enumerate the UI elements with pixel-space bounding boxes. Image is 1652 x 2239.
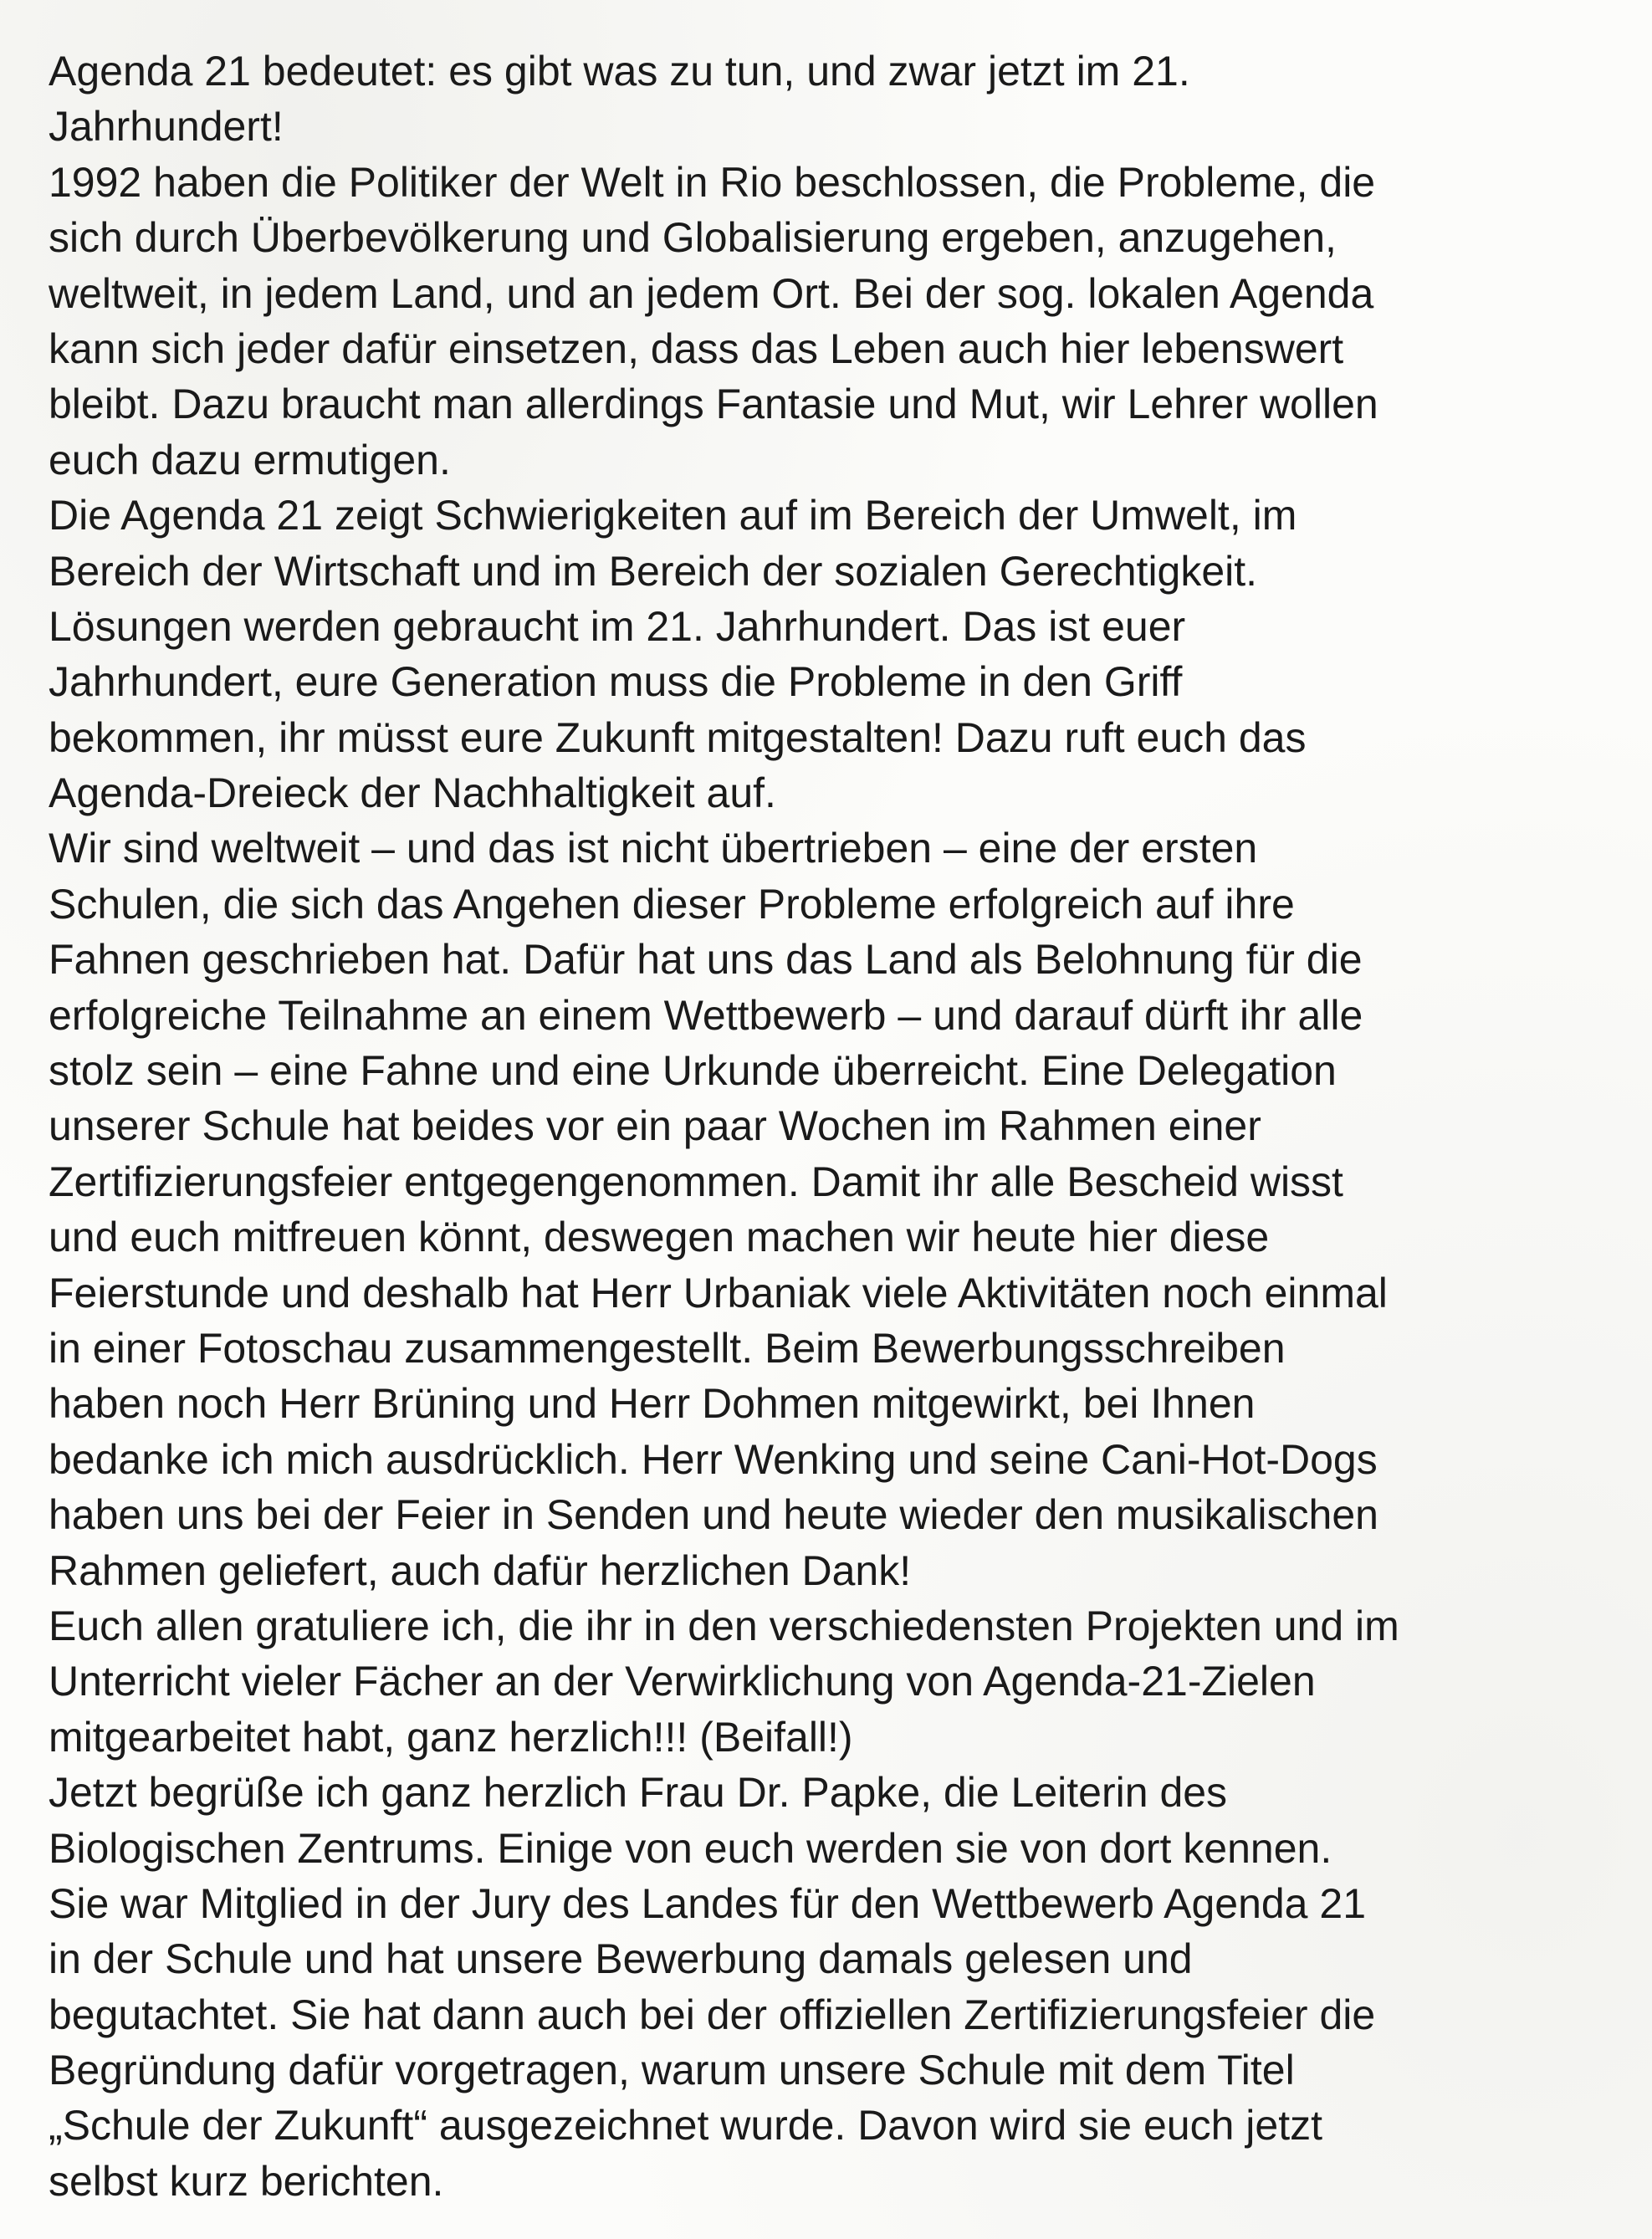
- text-line: Feierstunde und deshalb hat Herr Urbaniak viele Aktivitäten noch einmal: [49, 1269, 1388, 1316]
- text-line: bekommen, ihr müsst eure Zukunft mitgestalten! Dazu ruft euch das: [49, 713, 1307, 761]
- text-line: Unterricht vieler Fächer an der Verwirklichung von Agenda-21-Zielen: [49, 1658, 1316, 1705]
- text-line: kann sich jeder dafür einsetzen, dass das Leben auch hier lebenswert: [49, 325, 1344, 372]
- text-line: Die Agenda 21 zeigt Schwierigkeiten auf im Bereich der Umwelt, im: [49, 492, 1297, 539]
- text-line: Wir sind weltweit – und das ist nicht übertrieben – eine der ersten: [49, 825, 1258, 872]
- text-line: in einer Fotoschau zusammengestellt. Beim Bewerbungsschreiben: [49, 1324, 1286, 1372]
- text-line: Biologischen Zentrums. Einige von euch werden sie von dort kennen.: [49, 1824, 1332, 1872]
- text-line: stolz sein – eine Fahne und eine Urkunde überreicht. Eine Delegation: [49, 1047, 1337, 1095]
- text-line: Schulen, die sich das Angehen dieser Probleme erfolgreich auf ihre: [49, 880, 1295, 928]
- text-line: Lösungen werden gebraucht im 21. Jahrhundert. Das ist euer: [49, 602, 1186, 650]
- text-line: mitgearbeitet habt, ganz herzlich!!! (Beifall!): [49, 1713, 853, 1761]
- text-line: selbst kurz berichten.: [49, 2157, 444, 2205]
- text-line: 1992 haben die Politiker der Welt in Rio beschlossen, die Probleme, die: [49, 158, 1376, 206]
- text-line: Jetzt begrüße ich ganz herzlich Frau Dr. Papke, die Leiterin des: [49, 1769, 1228, 1817]
- text-line: Agenda 21 bedeutet: es gibt was zu tun, und zwar jetzt im 21.: [49, 48, 1190, 95]
- text-line: Zertifizierungsfeier entgegengenommen. Damit ihr alle Bescheid wisst: [49, 1158, 1343, 1205]
- text-line: Euch allen gratuliere ich, die ihr in den verschiedensten Projekten und im: [49, 1602, 1399, 1649]
- text-line: Rahmen geliefert, auch dafür herzlichen Dank!: [49, 1546, 912, 1594]
- text-line: Begründung dafür vorgetragen, warum unsere Schule mit dem Titel: [49, 2047, 1295, 2094]
- text-line: Jahrhundert!: [49, 103, 284, 151]
- text-line: unserer Schule hat beides vor ein paar Wochen im Rahmen einer: [49, 1102, 1261, 1150]
- text-line: Fahnen geschrieben hat. Dafür hat uns das Land als Belohnung für die: [49, 936, 1363, 984]
- text-line: und euch mitfreuen könnt, deswegen machen wir heute hier diese: [49, 1214, 1270, 1261]
- text-line: Sie war Mitglied in der Jury des Landes für den Wettbewerb Agenda 21: [49, 1879, 1366, 1927]
- text-line: bleibt. Dazu braucht man allerdings Fantasie und Mut, wir Lehrer wollen: [49, 381, 1378, 428]
- text-line: euch dazu ermutigen.: [49, 436, 451, 483]
- text-line: „Schule der Zukunft“ ausgezeichnet wurde. Davon wird sie euch jetzt: [49, 2102, 1322, 2150]
- text-line: weltweit, in jedem Land, und an jedem Ort. Bei der sog. lokalen Agenda: [49, 269, 1374, 317]
- text-line: sich durch Überbevölkerung und Globalisierung ergeben, anzugehen,: [49, 214, 1337, 262]
- text-line: haben uns bei der Feier in Senden und heute wieder den musikalischen: [49, 1491, 1378, 1539]
- text-line: in der Schule und hat unsere Bewerbung damals gelesen und: [49, 1935, 1193, 1983]
- text-line: bedanke ich mich ausdrücklich. Herr Wenking und seine Cani-Hot-Dogs: [49, 1435, 1378, 1483]
- text-line: haben noch Herr Brüning und Herr Dohmen mitgewirkt, bei Ihnen: [49, 1380, 1256, 1428]
- text-line: Jahrhundert, eure Generation muss die Probleme in den Griff: [49, 658, 1183, 706]
- text-line: Agenda-Dreieck der Nachhaltigkeit auf.: [49, 769, 776, 817]
- text-line: begutachtet. Sie hat dann auch bei der offiziellen Zertifizierungsfeier die: [49, 1991, 1376, 2038]
- text-line: erfolgreiche Teilnahme an einem Wettbewerb – und darauf dürft ihr alle: [49, 991, 1363, 1039]
- text-line: Bereich der Wirtschaft und im Bereich der sozialen Gerechtigkeit.: [49, 547, 1258, 595]
- speech-text: [49, 43, 1638, 2209]
